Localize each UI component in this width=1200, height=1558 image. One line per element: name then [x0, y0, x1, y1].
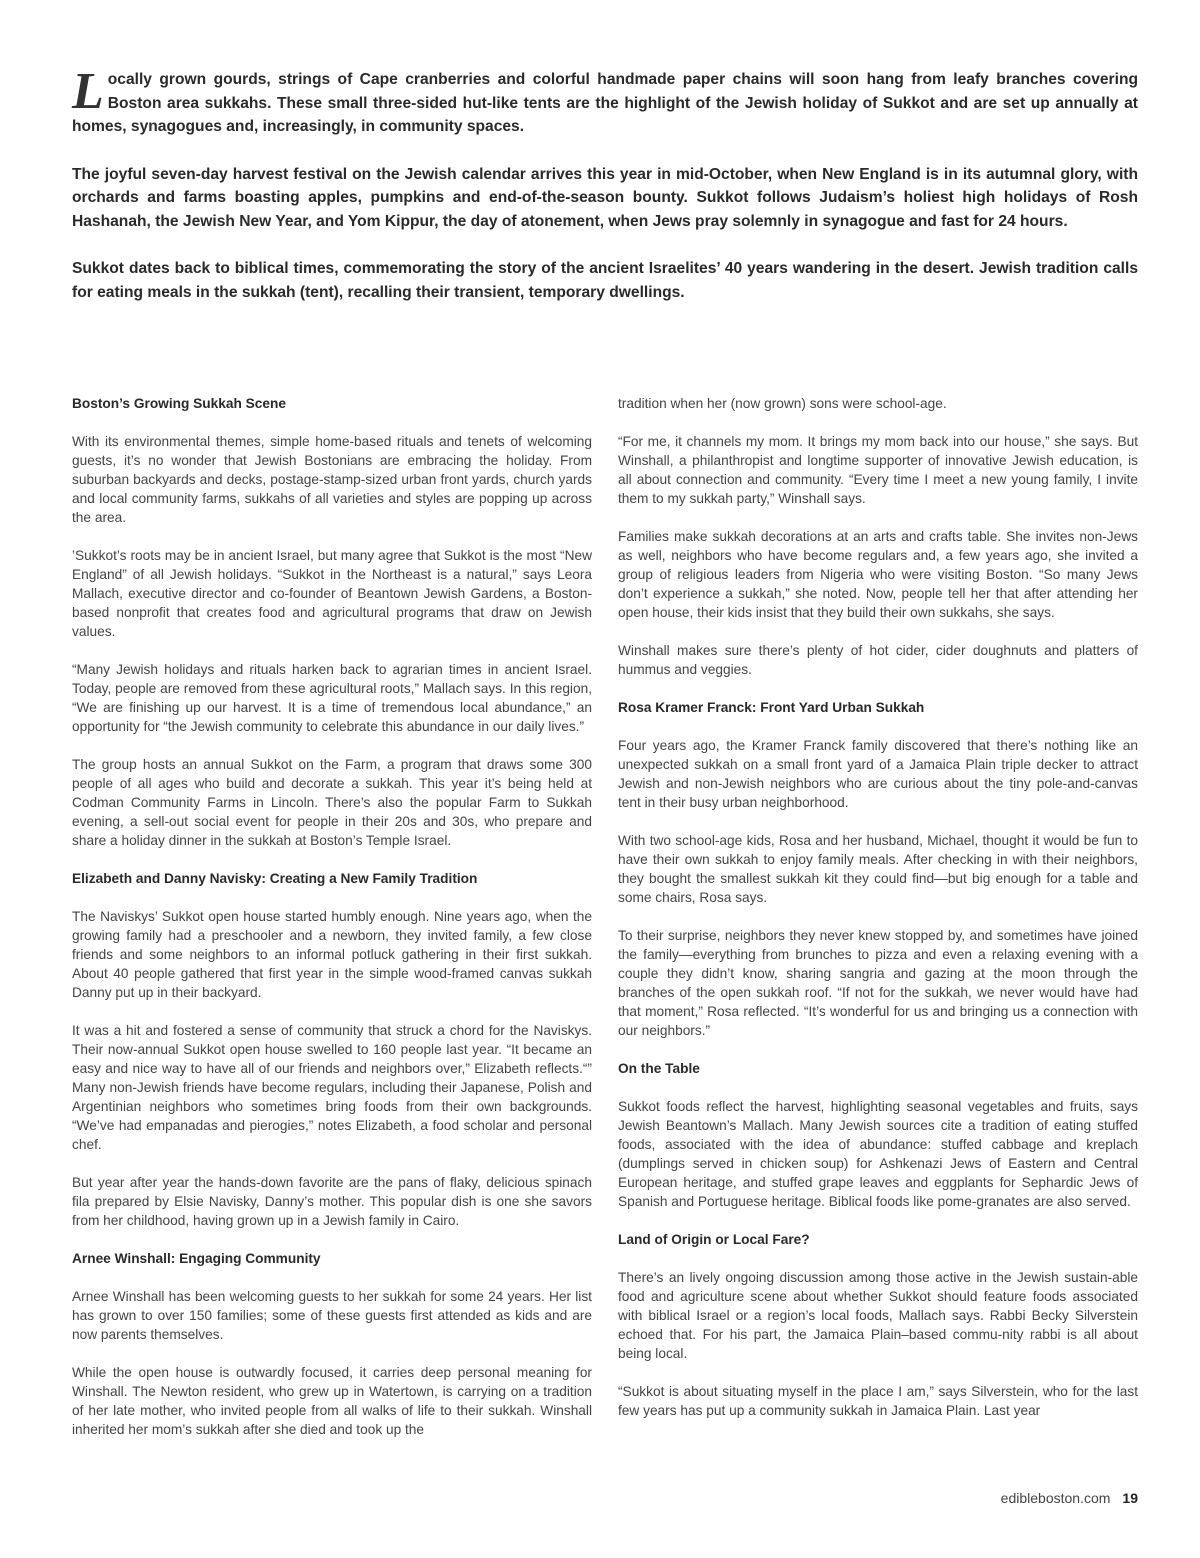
page-footer: [1001, 1488, 1138, 1508]
body-paragraph: It was a hit and fostered a sense of community that struck a chord for the Naviskys. Their now-annual Sukkot open house swelled to 160 people last year. “It became an easy and nice way to have all of our friends and neighbors over,” Elizabeth reflects.“” Many non-Jewish friends have become regulars, including their Japanese, Polish and Argentinian neighbors who sometimes bring foods from their own backgrounds. “We’ve had empanadas and pierogies,” notes Elizabeth, a food scholar and personal chef.: [72, 1023, 592, 1152]
body-paragraph: “For me, it channels my mom. It brings my mom back into our house,” she says. But Winshall, a philanthropist and longtime supporter of innovative Jewish education, is all about connection and community. “Every time I meet a new young family, I invite them to my sukkah party,” Winshall says.: [618, 434, 1138, 506]
body-paragraph: But year after year the hands-down favorite are the pans of flaky, delicious spinach fila prepared by Elsie Navisky, Danny’s mother. This popular dish is one she savors from her childhood, having grown up in a Jewish family in Cairo.: [72, 1175, 592, 1228]
body-paragraph: Four years ago, the Kramer Franck family discovered that there’s nothing like an unexpected sukkah on a small front yard of a Jamaica Plain triple decker to attract Jewish and non-Jewish neighbors who are curious about the tiny pole-and-canvas tent in their busy urban neighborhood.: [618, 738, 1138, 810]
body-paragraph: While the open house is outwardly focused, it carries deep personal meaning for Winshall. The Newton resident, who grew up in Watertown, is carrying on a tradition of her late mother, who invited people from all walks of life to their sukkah. Winshall inherited her mom’s sukkah after she died and took up the: [72, 1365, 592, 1437]
section-heading: On the Table: [618, 1061, 700, 1076]
body-paragraph: There’s an lively ongoing discussion among those active in the Jewish sustain-able food and agriculture scene about whether Sukkot should feature foods associated with biblical Israel or a region’s local foods, Mallach says. Rabbi Becky Silverstein echoed that. For his part, the Jamaica Plain–based commu-nity rabbi is all about being local.: [618, 1270, 1138, 1361]
intro-paragraph-2: The joyful seven-day harvest festival on the Jewish calendar arrives this year in mid-October, when New England is in its autumnal glory, with orchards and farms boasting apples, pumpkins and end-of-the-season bounty. Sukkot follows Judaism’s holiest high holidays of Rosh Hashanah, the Jewish New Year, and Yom Kippur, the day of atonement, when Jews pray solemnly in synagogue and fast for 24 hours.: [72, 165, 1138, 230]
section-heading: Rosa Kramer Franck: Front Yard Urban Sukkah: [618, 700, 925, 715]
body-paragraph: Sukkot foods reflect the harvest, highlighting seasonal vegetables and fruits, says Jewish Beantown’s Mallach. Many Jewish sources cite a tradition of eating stuffed foods, associated with the idea of abundance: stuffed cabbage and kreplach (dumplings served in chicken soup) for Ashkenazi Jews of Eastern and Central European heritage, and stuffed grape leaves and eggplants for Sephardic Jews of Spanish and Portuguese heritage. Biblical foods like pome-granates are also served.: [618, 1099, 1138, 1209]
section-heading: Elizabeth and Danny Navisky: Creating a New Family Tradition: [72, 871, 478, 886]
section-heading: Arnee Winshall: Engaging Community: [72, 1251, 321, 1266]
body-paragraph: With two school-age kids, Rosa and her husband, Michael, thought it would be fun to have their own sukkah to enjoy family meals. After checking in with their neighbors, they bought the smallest sukkah kit they could find—but big enough for a table and some chairs, Rosa says.: [618, 833, 1138, 905]
body-paragraph: The group hosts an annual Sukkot on the Farm, a program that draws some 300 people of all ages who build and decorate a sukkah. This year it’s being held at Codman Community Farms in Lincoln. There’s also the popular Farm to Sukkah evening, a sell-out social event for people in their 20s and 30s, who prepare and share a holiday dinner in the sukkah at Boston’s Temple Israel.: [72, 757, 592, 848]
body-paragraph: “Sukkot is about situating myself in the place I am,” says Silverstein, who for the last few years has put up a community sukkah in Jamaica Plain. Last year: [618, 1384, 1138, 1418]
drop-cap: L: [72, 63, 104, 120]
footer-site: edibleboston.com: [1000, 1490, 1111, 1506]
section-heading: Land of Origin or Local Fare?: [618, 1232, 810, 1247]
body-paragraph: Families make sukkah decorations at an arts and crafts table. She invites non-Jews as well, neighbors who have become regulars and, a few years ago, she invited a group of religious leaders from Nigeria who were visiting Boston. “So many Jews don’t experience a sukkah,” she noted. Now, people tell her that after attending her open house, their kids insist that they build their own sukkahs, she says.: [618, 529, 1138, 620]
body-paragraph: “Many Jewish holidays and rituals harken back to agrarian times in ancient Israel. Today, people are removed from these agricultural roots,” Mallach says. In this region, “We are finishing up our harvest. It is a time of tremendous local abundance,” an opportunity for “the Jewish community to celebrate this abundance in our daily lives.”: [72, 662, 592, 734]
intro-paragraph-1-text: ocally grown gourds, strings of Cape cranberries and colorful handmade paper chains will soon hang from leafy branches covering Boston area sukkahs. These small three-sided hut-like tents are the highlight of the Jewish holiday of Sukkot and are set up annually at homes, synagogues and, increasingly, in community spaces.: [72, 71, 1138, 135]
section-heading: Boston’s Growing Sukkah Scene: [72, 396, 286, 411]
intro-paragraph-3: Sukkot dates back to biblical times, commemorating the story of the ancient Israelites’ 40 years wandering in the desert. Jewish tradition calls for eating meals in the sukkah (tent), recalling their transient, temporary dwellings.: [72, 260, 1138, 301]
body-paragraph: Winshall makes sure there’s plenty of hot cider, cider doughnuts and platters of hummus and veggies.: [618, 643, 1138, 677]
right-column: [618, 394, 1138, 1439]
body-paragraph: ’Sukkot’s roots may be in ancient Israel, but many agree that Sukkot is the most “New England” of all Jewish holidays. “Sukkot in the Northeast is a natural,” says Leora Mallach, executive director and co-founder of Beantown Jewish Gardens, a Boston-based nonprofit that creates food and agricultural programs that draw on Jewish values.: [72, 548, 592, 639]
page-number: 19: [1122, 1490, 1138, 1506]
body-paragraph: To their surprise, neighbors they never knew stopped by, and sometimes have joined the family—everything from brunches to pizza and even a relaxing evening with a couple they didn’t know, sharing sangria and gazing at the moon through the branches of the open sukkah roof. “If not for the sukkah, we never would have had that moment,” Rosa reflected. “It’s wonderful for us and bringing us a connection with our neighbors.”: [618, 928, 1138, 1038]
left-column: [72, 394, 592, 1458]
body-paragraph: With its environmental themes, simple home-based rituals and tenets of welcoming guests, it’s no wonder that Jewish Bostonians are embracing the holiday. From suburban backyards and decks, postage-stamp-sized urban front yards, church yards and local community farms, sukkahs of all varieties and styles are popping up across the area.: [72, 434, 592, 525]
body-paragraph: The Naviskys’ Sukkot open house started humbly enough. Nine years ago, when the growing family had a preschooler and a newborn, they invited family, a few close friends and some neighbors to an informal potluck gathering in their first sukkah. About 40 people gathered that first year in the simple wood-framed canvas sukkah Danny put up in their backyard.: [72, 909, 592, 1000]
intro: [72, 63, 1138, 328]
body-paragraph: Arnee Winshall has been welcoming guests to her sukkah for some 24 years. Her list has grown to over 150 families; some of these guests first attended as kids and are now parents themselves.: [72, 1289, 592, 1342]
intro-paragraph-1: [72, 63, 1138, 139]
body-paragraph: tradition when her (now grown) sons were school-age.: [618, 396, 947, 411]
